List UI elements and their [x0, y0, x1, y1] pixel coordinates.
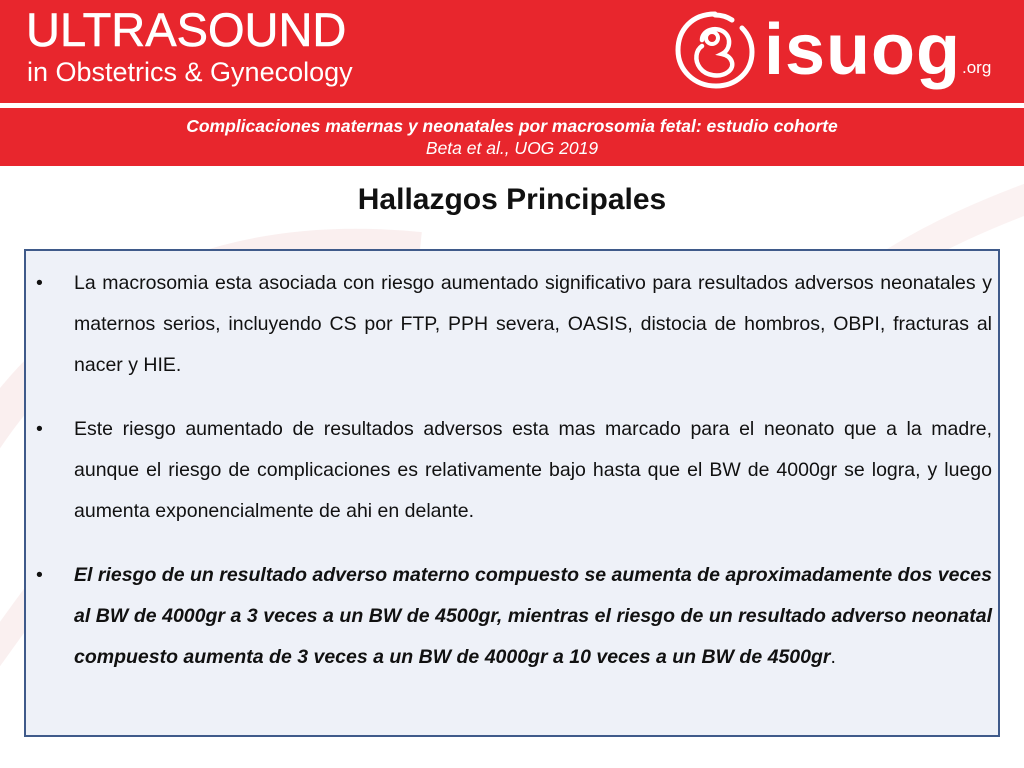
findings-list — [26, 263, 998, 701]
article-banner — [0, 108, 1024, 166]
article-citation: Beta et al., UOG 2019 — [425, 138, 599, 158]
journal-header — [0, 0, 1024, 103]
logo-org-suffix: .org — [962, 58, 992, 77]
list-item — [26, 555, 998, 678]
section-heading: Hallazgos Principales — [357, 183, 667, 216]
list-item — [26, 263, 998, 386]
journal-subtitle: in Obstetrics & Gynecology — [27, 57, 353, 87]
fetus-in-circle-icon — [672, 8, 758, 92]
finding-text: Este riesgo aumentado de resultados adversos esta mas marcado para el neonato que a la madre, aunque el riesgo de complicaciones es relativamente bajo hasta que el BW de 4000gr se logra, y luego aumenta exponencialmente de ahi en delante. — [74, 418, 992, 522]
logo-wordmark: isuog — [764, 10, 961, 90]
finding-text: La macrosomia esta asociada con riesgo aumentado significativo para resultados adversos neonatales y maternos serios, incluyendo CS por FTP, PPH severa, OASIS, distocia de hombros, OBPI, fracturas al nacer y HIE. — [74, 272, 992, 376]
isuog-logo — [672, 8, 1002, 98]
findings-box — [24, 249, 1000, 737]
journal-title: ULTRASOUND — [26, 3, 347, 56]
bullet-icon: • — [36, 272, 43, 294]
finding-text: El riesgo de un resultado adverso materno compuesto se aumenta de aproximadamente dos veces al BW de 4000gr a 3 veces a un BW de 4500gr, mientras el riesgo de un resultado adverso neonatal compuesto aumenta de 3 veces a un BW de 4000gr a 10 veces a un BW de 4500gr — [74, 564, 992, 668]
list-item — [26, 409, 998, 532]
bullet-icon: • — [36, 418, 43, 440]
article-title: Complicaciones maternas y neonatales por macrosomia fetal: estudio cohorte — [186, 116, 838, 136]
finding-trailing-period: . — [830, 646, 836, 668]
bullet-icon: • — [36, 564, 43, 586]
